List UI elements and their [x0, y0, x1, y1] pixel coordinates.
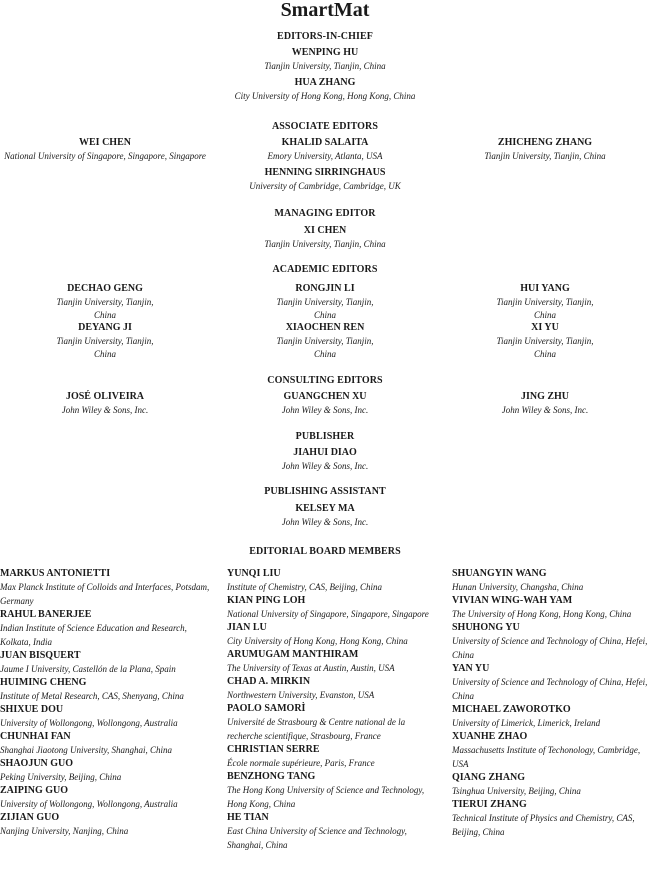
consulting-editor-affiliation: John Wiley & Sons, Inc. [501, 405, 589, 415]
associate-editor-affiliation: University of Cambridge, Cambridge, UK [249, 181, 401, 191]
board-member-name: SHIXUE DOU [0, 704, 64, 715]
board-member-affiliation: Shanghai Jiaotong University, Shanghai, China [0, 745, 172, 755]
managing-editor-name: XI CHEN [303, 225, 347, 236]
associate-editors-heading: ASSOCIATE EDITORS [271, 121, 379, 132]
board-member-name: RAHUL BANERJEE [0, 609, 92, 620]
editorial-board-heading: EDITORIAL BOARD MEMBERS [249, 546, 401, 557]
board-member [452, 799, 650, 839]
consulting-editor-name: GUANGCHEN XU [283, 391, 367, 402]
board-member [452, 595, 650, 621]
board-member-affiliation: The University of Texas at Austin, Austin, USA [227, 663, 395, 673]
board-member [452, 663, 650, 703]
board-member-name: SHUANGYIN WANG [452, 568, 547, 579]
board-member-affiliation: Tsinghua University, Beijing, China [452, 786, 581, 796]
board-member-name: MICHAEL ZAWOROTKO [452, 704, 571, 715]
journal-title: SmartMat [280, 0, 370, 21]
academic-editor-affiliation: Tianjin University, Tianjin, China [276, 297, 374, 320]
publisher-heading: PUBLISHER [295, 431, 355, 442]
associate-editor-name: KHALID SALAITA [281, 137, 369, 148]
board-member-name: BENZHONG TANG [227, 771, 316, 782]
board-member-name: MARKUS ANTONIETTI [0, 568, 111, 579]
board-member-name: HE TIAN [227, 812, 269, 823]
editor-in-chief-name: HUA ZHANG [294, 77, 356, 88]
board-member-name: SHAOJUN GUO [0, 758, 74, 769]
board-member-affiliation: Massachusetts Institute of Techonology, Cambridge, USA [452, 745, 641, 769]
board-member-affiliation: École normale supérieure, Paris, France [227, 758, 375, 768]
board-member [0, 785, 218, 811]
academic-editor-name: XI YU [531, 322, 559, 333]
board-member [0, 758, 218, 784]
board-member [452, 772, 650, 798]
publisher-affiliation: John Wiley & Sons, Inc. [281, 461, 369, 471]
board-member-name: ZAIPING GUO [0, 785, 69, 796]
associate-editor-name: HENNING SIRRINGHAUS [264, 167, 386, 178]
board-member-affiliation: University of Limerick, Limerick, Ireland [452, 718, 601, 728]
board-member-name: CHUNHAI FAN [0, 731, 71, 742]
board-member-name: TIERUI ZHANG [452, 799, 527, 810]
board-member-affiliation: University of Science and Technology of China, Hefei, China [452, 636, 648, 660]
editor-in-chief-affiliation: Tianjin University, Tianjin, China [264, 61, 386, 71]
board-column-2 [227, 568, 442, 853]
board-member-name: HUIMING CHENG [0, 677, 87, 688]
board-member-name: SHUHONG YU [452, 622, 520, 633]
board-member [227, 744, 442, 770]
board-member-name: XUANHE ZHAO [452, 731, 528, 742]
board-member-affiliation: University of Wollongong, Wollongong, Australia [0, 799, 178, 809]
board-member [0, 677, 218, 703]
board-member [227, 622, 442, 648]
board-member [227, 568, 442, 594]
associate-editor-name: WEI CHEN [79, 137, 131, 148]
board-member-affiliation: Institute of Metal Research, CAS, Shenyang, China [0, 691, 184, 701]
board-member [0, 731, 218, 757]
board-member-affiliation: Hunan University, Changsha, China [452, 582, 584, 592]
board-member-affiliation: Jaume I University, Castellón de la Plana, Spain [0, 664, 176, 674]
board-member [227, 771, 442, 811]
board-member-affiliation: Nanjing University, Nanjing, China [0, 826, 129, 836]
academic-editor-name: DECHAO GENG [67, 283, 143, 294]
academic-editor-affiliation: Tianjin University, Tianjin, China [56, 336, 154, 359]
board-member-name: JIAN LU [227, 622, 267, 633]
publisher-name: JIAHUI DIAO [293, 447, 357, 458]
academic-editor-affiliation: Tianjin University, Tianjin, China [56, 297, 154, 320]
academic-editor-affiliation: Tianjin University, Tianjin, China [276, 336, 374, 359]
board-member-name: YAN YU [452, 663, 490, 674]
board-member-name: YUNQI LIU [227, 568, 281, 579]
board-member-affiliation: Max Planck Institute of Colloids and Interfaces, Potsdam, Germany [0, 582, 210, 606]
board-member-name: CHAD A. MIRKIN [227, 676, 311, 687]
board-member-affiliation: Northwestern University, Evanston, USA [227, 690, 375, 700]
board-member-affiliation: National University of Singapore, Singapore, Singapore [227, 609, 429, 619]
board-member [227, 595, 442, 621]
academic-editors-heading: ACADEMIC EDITORS [272, 264, 378, 275]
publishing-assistant-affiliation: John Wiley & Sons, Inc. [281, 517, 369, 527]
board-member-name: ARUMUGAM MANTHIRAM [227, 649, 359, 660]
academic-editor-name: XIAOCHEN REN [285, 322, 365, 333]
board-member-name: QIANG ZHANG [452, 772, 526, 783]
board-member [452, 704, 650, 730]
board-member-affiliation: The University of Hong Kong, Hong Kong, China [452, 609, 632, 619]
board-column-1 [0, 568, 218, 839]
board-member-affiliation: City University of Hong Kong, Hong Kong, China [227, 636, 408, 646]
consulting-editor-affiliation: John Wiley & Sons, Inc. [281, 405, 369, 415]
board-member [227, 649, 442, 675]
board-member [452, 622, 650, 662]
publishing-assistant-name: KELSEY MA [295, 503, 355, 514]
editor-in-chief-name: WENPING HU [291, 47, 359, 58]
board-member-affiliation: Institute of Chemistry, CAS, Beijing, China [227, 582, 382, 592]
board-member-affiliation: Université de Strasbourg & Centre national de la recherche scientifique, Strasbourg, France [227, 717, 406, 741]
associate-editor-affiliation: Emory University, Atlanta, USA [267, 151, 383, 161]
board-member [452, 568, 650, 594]
academic-editor-name: HUI YANG [520, 283, 570, 294]
board-member-affiliation: East China University of Science and Technology, Shanghai, China [227, 826, 407, 850]
consulting-editor-name: JING ZHU [520, 391, 570, 402]
editors-in-chief-heading: EDITORS-IN-CHIEF [277, 31, 373, 42]
academic-editor-affiliation: Tianjin University, Tianjin, China [496, 336, 594, 359]
board-member-affiliation: Technical Institute of Physics and Chemistry, CAS, Beijing, China [452, 813, 635, 837]
board-member-name: ZIJIAN GUO [0, 812, 60, 823]
consulting-editor-name: JOSÉ OLIVEIRA [65, 391, 145, 402]
board-member [0, 650, 218, 676]
board-member-affiliation: The Hong Kong University of Science and Technology, Hong Kong, China [227, 785, 425, 809]
board-member-name: JUAN BISQUERT [0, 650, 81, 661]
managing-editor-heading: MANAGING EDITOR [274, 208, 376, 219]
board-member [0, 609, 218, 649]
academic-editor-name: DEYANG JI [78, 322, 132, 333]
board-member-affiliation: University of Wollongong, Wollongong, Australia [0, 718, 178, 728]
board-member-name: KIAN PING LOH [227, 595, 306, 606]
board-member-name: VIVIAN WING-WAH YAM [452, 595, 573, 606]
board-member [0, 812, 218, 838]
board-member-affiliation: Peking University, Beijing, China [0, 772, 122, 782]
board-member [0, 568, 218, 608]
associate-editor-name: ZHICHENG ZHANG [497, 137, 593, 148]
board-member-affiliation: University of Science and Technology of China, Hefei, China [452, 677, 648, 701]
academic-editor-affiliation: Tianjin University, Tianjin, China [496, 297, 594, 320]
board-member-name: CHRISTIAN SERRE [227, 744, 320, 755]
board-member [227, 703, 442, 743]
publishing-assistant-heading: PUBLISHING ASSISTANT [264, 486, 386, 497]
board-member [452, 731, 650, 771]
board-member [0, 704, 218, 730]
board-member [227, 676, 442, 702]
editor-in-chief-affiliation: City University of Hong Kong, Hong Kong, China [234, 91, 416, 101]
board-column-3 [452, 568, 650, 840]
associate-editor-affiliation: National University of Singapore, Singapore, Singapore [4, 151, 206, 161]
consulting-editors-heading: CONSULTING EDITORS [267, 375, 383, 386]
associate-editor-affiliation: Tianjin University, Tianjin, China [484, 151, 606, 161]
board-member-name: PAOLO SAMORÌ [227, 703, 306, 714]
managing-editor-affiliation: Tianjin University, Tianjin, China [264, 239, 386, 249]
board-member-affiliation: Indian Institute of Science Education and Research, Kolkata, India [0, 623, 187, 647]
academic-editor-name: RONGJIN LI [295, 283, 355, 294]
consulting-editor-affiliation: John Wiley & Sons, Inc. [61, 405, 149, 415]
board-member [227, 812, 442, 852]
